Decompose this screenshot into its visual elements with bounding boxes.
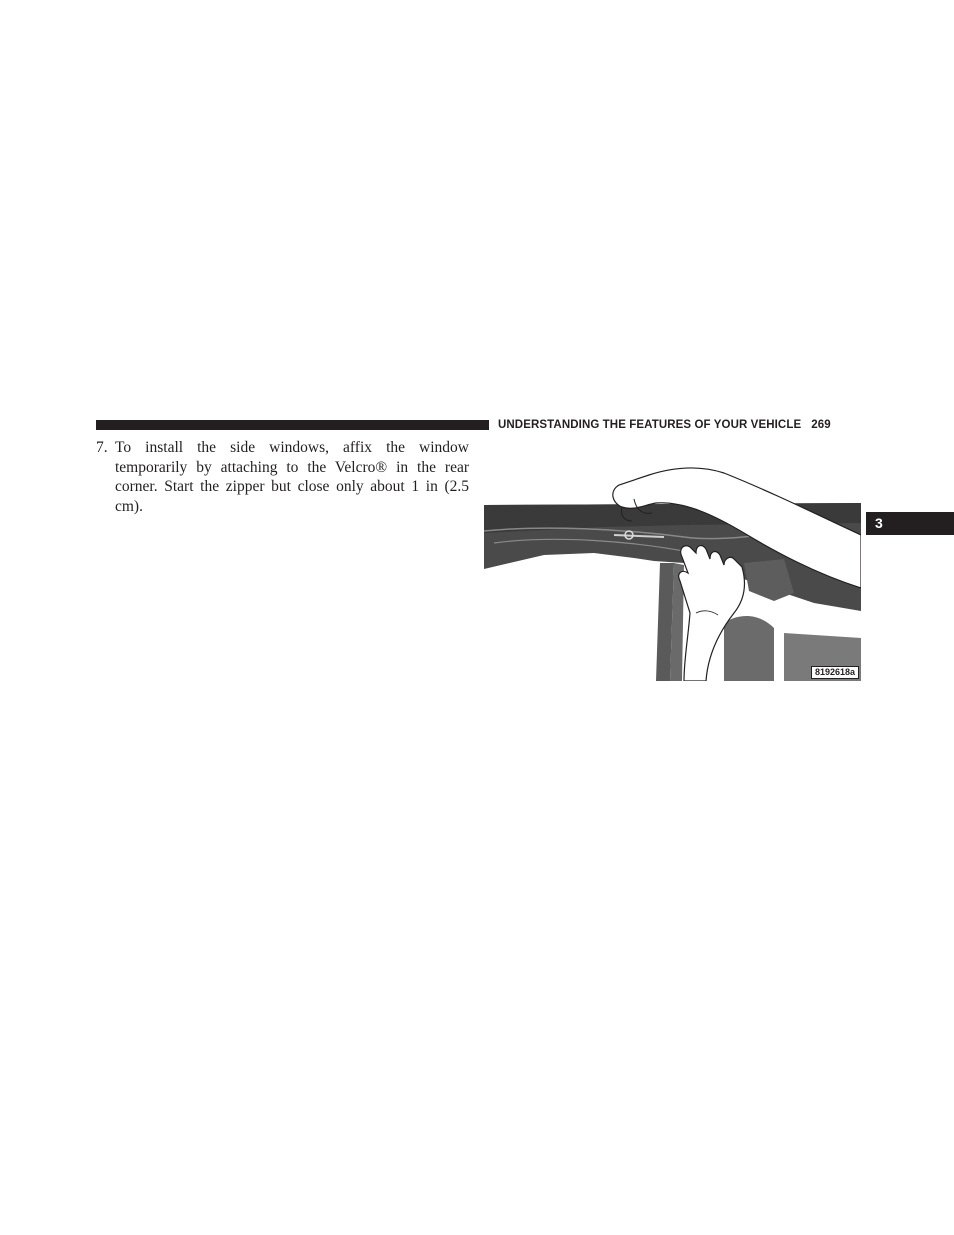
figure-id-label: 8192618a [811, 666, 859, 679]
step-number: 7. [96, 439, 108, 456]
side-window-install-illustration [484, 463, 861, 681]
figure-illustration [484, 463, 861, 681]
instruction-step [96, 438, 469, 516]
section-title: UNDERSTANDING THE FEATURES OF YOUR VEHICLE [498, 419, 802, 431]
chapter-number: 3 [875, 515, 883, 531]
header-rule [96, 420, 489, 430]
chapter-tab [866, 512, 954, 535]
running-header [498, 417, 860, 433]
step-text: To install the side windows, affix the window temporarily by attaching to the Velcro® in the rear corner. Start the zipper but close only about 1 in (2.5 cm). [115, 439, 469, 515]
page-number: 269 [811, 419, 831, 431]
